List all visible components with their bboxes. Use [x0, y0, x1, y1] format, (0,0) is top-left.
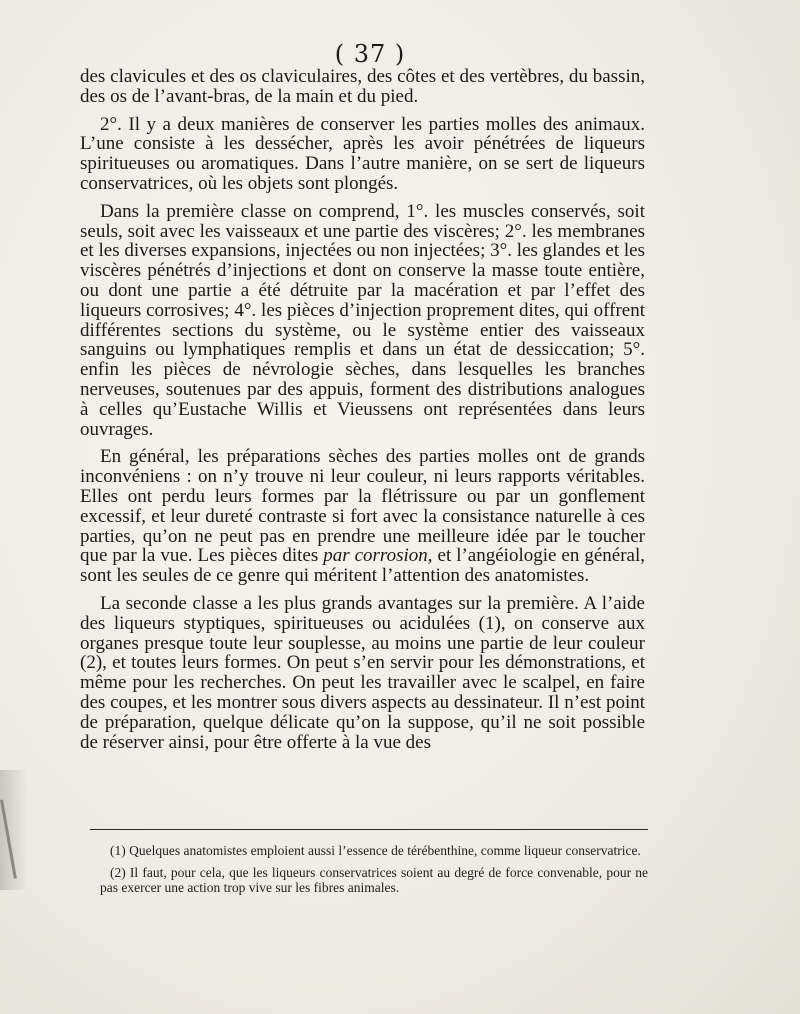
paragraph-3: Dans la première classe on comprend, 1°. les muscles conservés, soit seuls, soit avec les vaisseaux et une partie des viscères; 2°. les membranes et les diverses expansions, injectées ou non injectées; 3°. les glandes et les viscères pénétrés d’injections et dont on conserve la masse toute entière, ou dont une partie a été détruite par la macération et par l’effet des liqueurs corrosives; 4°. les pièces d’injection proprement dites, qui offrent différentes sections du système, ou le système entier des vaisseaux sanguins ou lymphatiques remplis et dans un état de dessiccation; 5°. enfin les pièces de névrologie sèches, dans lesquelles les branches nerveuses, soutenues par des appuis, forment des distributions analogues à celles qu’Eustache Willis et Vieussens ont représentées dans leurs ouvrages.	[80, 200, 645, 440]
footnotes	[100, 843, 648, 902]
paragraph-1: des clavicules et des os claviculaires, des côtes et des vertèbres, du bassin, des os de l’avant-bras, de la main et du pied.	[80, 66, 645, 107]
paragraph-4-start: En général, les préparations sèches des parties molles ont de grands inconvéniens : on n’y trouve ni leur couleur, ni leurs rapports véritables. Elles ont perdu leurs formes par la flétrissure ou par un gonflement excessif, et leur dureté contraste si fort avec la consistance naturelle à ces parties, qu’on ne peut pas en prendre une meilleure idée par le toucher que par la vue. Les pièces dites	[80, 446, 645, 567]
paragraph-5: La seconde classe a les plus grands avantages sur la première. A l’aide des liqueurs styptiques, spiritueuses ou acidulées (1), on conserve aux organes presque toute leur souplesse, au moins une partie de leur couleur (2), et toutes leurs formes. On peut s’en servir pour les démonstrations, et même pour les recherches. On peut les travailler avec le scalpel, en faire des coupes, et les montrer sous divers aspects au dessinateur. Il n’est point de préparation, quelque délicate qu’on la suppose, qu’il ne soit possible de réserver ainsi, pour être offerte à la vue des	[80, 592, 645, 753]
paragraph-4	[80, 447, 645, 586]
footnote-rule	[90, 829, 648, 830]
paragraph-4-end: , et l’angéiologie en général, sont les seules de ce genre qui méritent l’attention des anatomistes.	[80, 545, 645, 587]
paragraph-2: 2°. Il y a deux manières de conserver les parties molles des animaux. L’une consiste à les dessécher, après les avoir pénétrées de liqueurs spiritueuses ou aromatiques. Dans l’autre manière, on se sert de liqueurs conservatrices, où les objets sont plongés.	[80, 113, 645, 194]
italic-term: par corrosion	[323, 545, 428, 567]
footnote-2: (2) Il faut, pour cela, que les liqueurs conservatrices soient au degré de force convenable, pour ne pas exercer une action trop vive sur les fibres animales.	[100, 864, 648, 895]
body-text	[80, 67, 645, 760]
footnote-1: (1) Quelques anatomistes emploient aussi l’essence de térébenthine, comme liqueur conservatrice.	[110, 843, 641, 858]
page-number: ( 37 )	[334, 40, 406, 68]
